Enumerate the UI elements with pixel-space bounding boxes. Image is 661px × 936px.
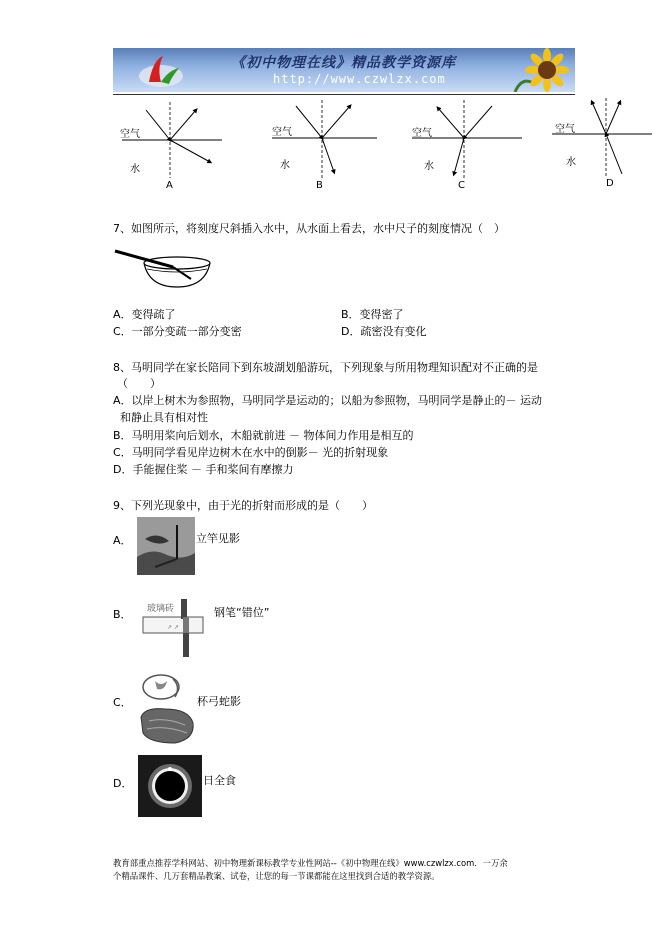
diagram-a-water-label: 水 [130, 164, 140, 175]
q9-option-c-label: 杯弓蛇影 [197, 695, 241, 708]
q9-option-d-letter: D． [113, 777, 133, 790]
q9-text: 9、下列光现象中，由于光的折射而形成的是（ ） [113, 499, 373, 512]
q9-option-d-label: 日全食 [203, 774, 236, 787]
q7-option-d: D．疏密没有变化 [341, 325, 427, 338]
q9-option-c-image [135, 673, 199, 745]
diagram-c-air-label: 空气 [412, 128, 432, 139]
diagram-d-water-label: 水 [566, 157, 576, 168]
q7-option-b: B．变得密了 [341, 308, 404, 321]
q9-option-b-image [137, 597, 209, 659]
diagram-option-b: B [316, 180, 323, 191]
q8-option-d: D．手能握住桨 － 手和桨间有摩擦力 [113, 463, 294, 476]
q9-option-a-letter: A． [113, 534, 132, 547]
diagram-option-a: A [166, 180, 173, 191]
q9-option-d-image [138, 755, 202, 817]
diagram-b-water-label: 水 [280, 160, 290, 171]
q9-option-b-label: 钢笔“错位” [214, 606, 270, 619]
diagram-c-water-label: 水 [424, 161, 434, 172]
q8-option-c: C．马明同学看见岸边树木在水中的倒影－ 光的折射现象 [113, 446, 389, 459]
q7-ruler-bowl-image [113, 245, 213, 290]
footer-line-1: 教育部重点推荐学科网站、初中物理新课标教学专业性网站--《初中物理在线》www.czwlzx.com．一万余 [113, 858, 508, 868]
diagram-option-d: D [606, 178, 614, 189]
q7-option-a: A．变得疏了 [113, 308, 176, 321]
diagram-d-air-label: 空气 [555, 124, 575, 135]
diagram-option-c: C [458, 180, 465, 191]
q8-option-b: B．马明用桨向后划水，木船就前进 － 物体间力作用是相互的 [113, 429, 414, 442]
q7-text: 7、如图所示，将刻度尺斜插入水中，从水面上看去，水中尺子的刻度情况（ ） [113, 222, 505, 235]
q8-blank: （ ） [117, 377, 161, 390]
q9-option-a-label: 立竿见影 [196, 532, 240, 545]
q9-option-b-letter: B． [113, 608, 132, 621]
sunflower-image [511, 48, 575, 92]
q9-option-c-letter: C． [113, 696, 132, 709]
q9-option-a-image [137, 517, 195, 575]
diagram-b-air-label: 空气 [272, 127, 292, 138]
diagram-a-air-label: 空气 [120, 129, 140, 140]
q8-option-a: A．以岸上树木为参照物，马明同学是运动的；以船为参照物，马明同学是静止的－ 运动 [113, 394, 543, 407]
svg-text:↗ ↗: ↗ ↗ [167, 624, 179, 631]
site-logo [135, 52, 187, 90]
header-banner [113, 48, 575, 92]
header-rule [113, 94, 575, 95]
header-url: http://www.czwlzx.com [273, 72, 446, 86]
q9-option-b-glass-label: 玻璃砖 [147, 604, 175, 614]
q8-text: 8、马明同学在家长陪同下到东坡湖划船游玩，下列现象与所用物理知识配对不正确的是 [113, 361, 538, 374]
q8-option-a-cont: 和静止具有相对性 [120, 411, 208, 424]
footer-line-2: 个精品课件、几万套精品教案、试卷，让您的每一节课都能在这里找到合适的教学资源。 [113, 871, 440, 881]
q7-option-c: C．一部分变疏一部分变密 [113, 325, 242, 338]
header-title: 《初中物理在线》精品教学资源库 [231, 55, 456, 71]
refraction-diagrams [112, 96, 652, 196]
